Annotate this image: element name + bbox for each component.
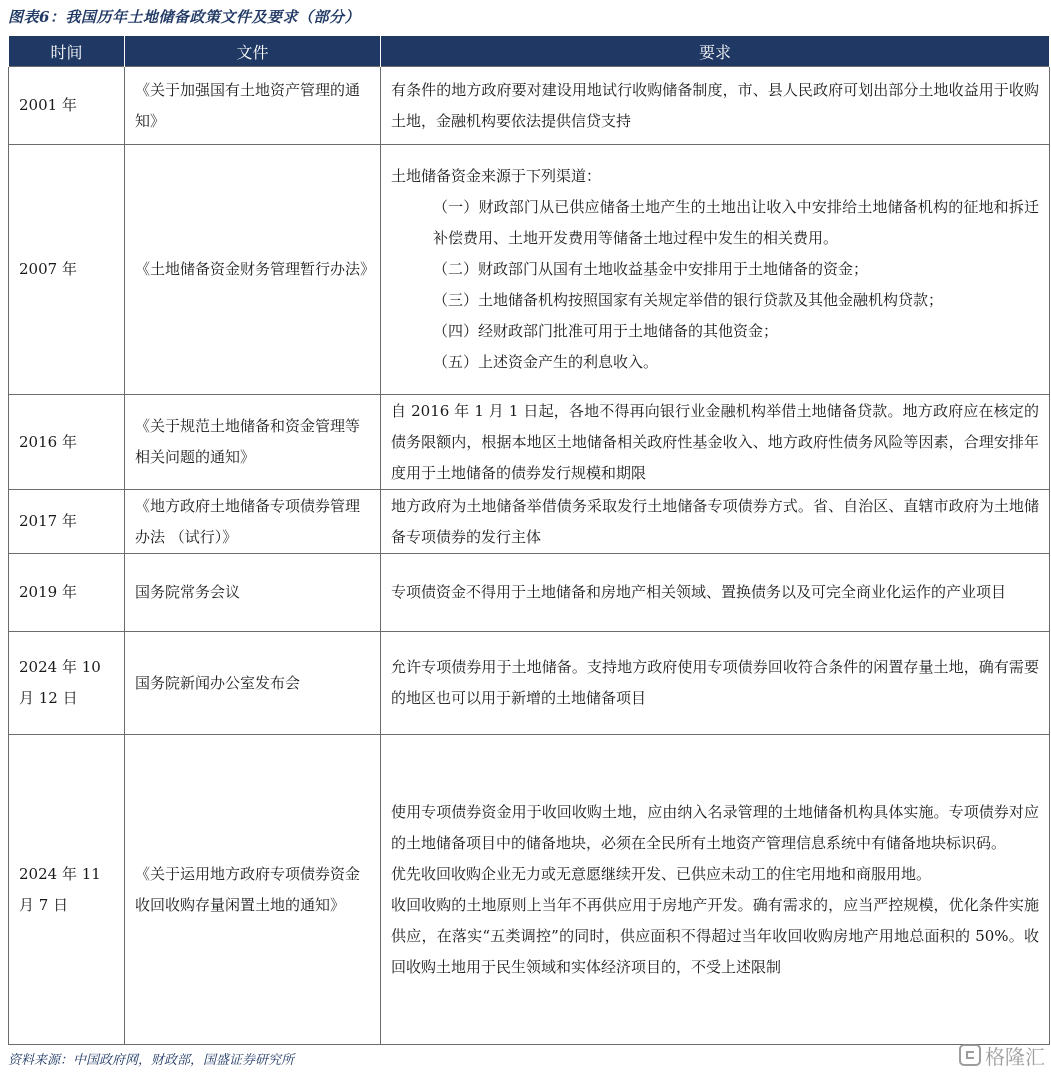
watermark: [959, 1040, 1045, 1070]
table-row: [9, 490, 1050, 554]
watermark-logo-icon: [959, 1044, 981, 1066]
cell-req: [381, 395, 1050, 490]
cell-time: 2001 年: [9, 67, 125, 145]
req-line: 土地储备资金来源于下列渠道：: [391, 167, 602, 185]
figure-title: 图表6：我国历年土地储备政策文件及要求（部分）: [8, 8, 360, 26]
watermark-text: 格隆汇: [985, 1044, 1045, 1069]
req-line: 自 2016 年 1 月 1 日起，各地不得再向银行业金融机构举借土地储备贷款。地方政府应在核定的债务限额内，根据本地区土地储备相关政府性基金收入、地方政府性债务风险等因素，合理安排年度用于土地储备的债券发行规模和期限: [391, 401, 1039, 482]
cell-req: [381, 145, 1050, 395]
cell-doc: 《地方政府土地储备专项债券管理办法 （试行）》: [125, 490, 381, 554]
cell-doc: 国务院新闻办公室发布会: [125, 632, 381, 735]
table-row: [9, 632, 1050, 735]
req-line: 有条件的地方政府要对建设用地试行收购储备制度，市、县人民政府可划出部分土地收益用于收购土地，金融机构要依法提供信贷支持: [391, 80, 1039, 130]
source-note: 资料来源：中国政府网，财政部，国盛证券研究所: [8, 1053, 295, 1068]
cell-req: [381, 735, 1050, 1045]
cell-time: 2007 年: [9, 145, 125, 395]
table-row: [9, 554, 1050, 632]
table-row: [9, 145, 1050, 395]
cell-req: [381, 490, 1050, 554]
req-line: （一）财政部门从已供应储备土地产生的土地出让收入中安排给土地储备机构的征地和拆迁补偿费用、土地开发费用等储备土地过程中发生的相关费用。: [433, 198, 1039, 247]
table-row: [9, 395, 1050, 490]
req-line: （五）上述资金产生的利息收入。: [433, 353, 659, 371]
header-doc: 文件: [125, 36, 381, 67]
cell-doc: 《关于规范土地储备和资金管理等相关问题的通知》: [125, 395, 381, 490]
req-line: （三）土地储备机构按照国家有关规定举借的银行贷款及其他金融机构贷款；: [433, 291, 944, 309]
cell-doc: 《关于加强国有土地资产管理的通知》: [125, 67, 381, 145]
header-req: 要求: [381, 36, 1050, 67]
cell-time: 2017 年: [9, 490, 125, 554]
cell-time: 2019 年: [9, 554, 125, 632]
cell-req: [381, 632, 1050, 735]
cell-time: 2016 年: [9, 395, 125, 490]
req-line: （二）财政部门从国有土地收益基金中安排用于土地储备的资金；: [433, 260, 869, 278]
req-line: 地方政府为土地储备举借债务采取发行土地储备专项债券方式。省、自治区、直辖市政府为土地储备专项债券的发行主体: [391, 496, 1039, 546]
table-row: [9, 67, 1050, 145]
cell-doc: 《土地储备资金财务管理暂行办法》: [125, 145, 381, 395]
cell-time: 2024 年 10 月 12 日: [9, 632, 125, 735]
req-line: 专项债资金不得用于土地储备和房地产相关领域、置换债务以及可完全商业化运作的产业项目: [391, 583, 1007, 601]
policy-table: [8, 36, 1050, 1045]
cell-req: [381, 554, 1050, 632]
req-line: （四）经财政部门批准可用于土地储备的其他资金；: [433, 322, 779, 340]
req-line: 允许专项债券用于土地储备。支持地方政府使用专项债券回收符合条件的闲置存量土地，确有需要的地区也可以用于新增的土地储备项目: [391, 658, 1039, 707]
req-line: 使用专项债券资金用于收回收购土地，应由纳入名录管理的土地储备机构具体实施。专项债券对应的土地储备项目中的储备地块，必须在全民所有土地资产管理信息系统中有储备地块标识码。: [391, 802, 1039, 852]
req-line: 优先收回收购企业无力或无意愿继续开发、已供应未动工的住宅用地和商服用地。: [391, 864, 932, 883]
cell-time: 2024 年 11 月 7 日: [9, 735, 125, 1045]
req-line: 收回收购的土地原则上当年不再供应用于房地产开发。确有需求的，应当严控规模，优化条件实施供应，在落实“五类调控”的同时，供应面积不得超过当年收回收购房地产用地总面积的 50%。收回收购土地用于民生领域和实体经济项目的，不受上述限制: [391, 895, 1039, 976]
header-time: 时间: [9, 36, 125, 67]
cell-req: [381, 67, 1050, 145]
table-row: [9, 735, 1050, 1045]
cell-doc: 《关于运用地方政府专项债券资金收回收购存量闲置土地的通知》: [125, 735, 381, 1045]
table-header-row: [9, 36, 1050, 67]
cell-doc: 国务院常务会议: [125, 554, 381, 632]
